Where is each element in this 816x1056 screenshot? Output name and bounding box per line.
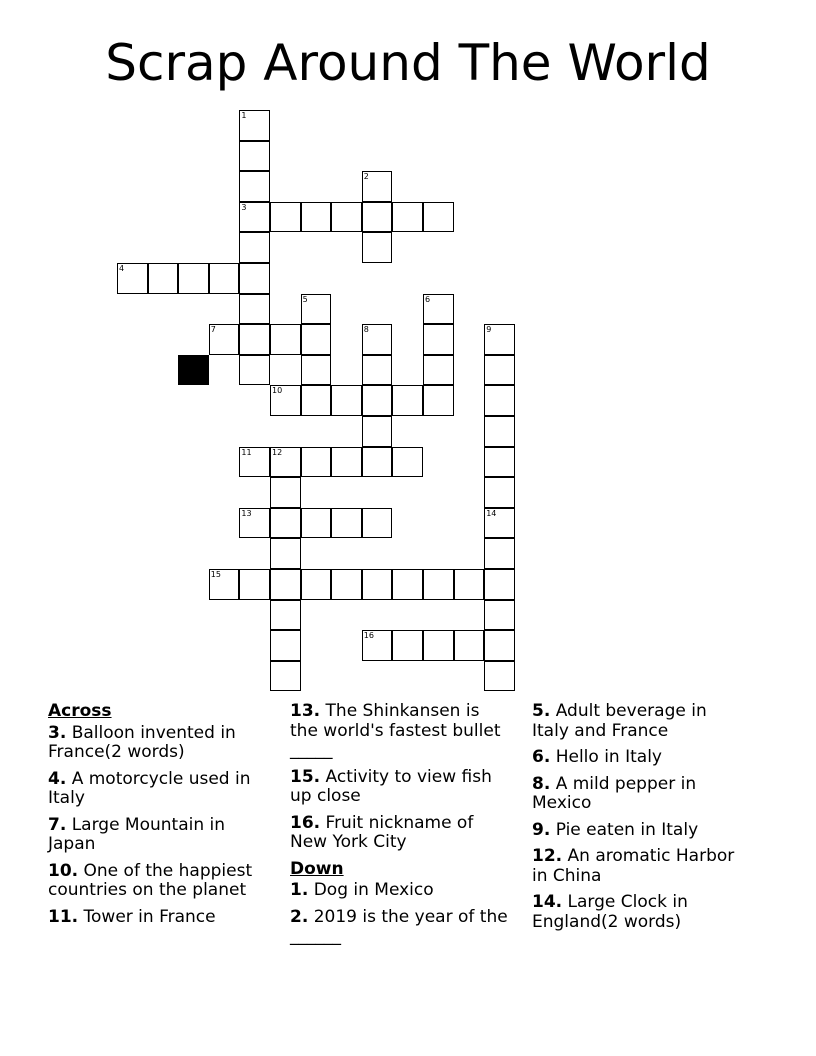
grid-cell[interactable] [301, 294, 332, 325]
across-heading: Across [48, 701, 112, 721]
grid-cell[interactable] [484, 416, 515, 447]
clue-number: 2. [290, 906, 309, 927]
clue-text: Pie eaten in Italy [550, 819, 699, 840]
grid-cell[interactable] [362, 569, 393, 600]
grid-cell[interactable] [423, 385, 454, 416]
clue [48, 816, 263, 855]
grid-cell[interactable] [239, 110, 270, 141]
clue-text: Balloon invented in France(2 words) [48, 722, 236, 762]
clue-text: Fruit nickname of New York City [290, 812, 474, 852]
cell-number: 5 [302, 294, 308, 304]
grid-cell[interactable] [270, 600, 301, 631]
grid-cell[interactable] [331, 508, 362, 539]
clue-number: 15. [290, 766, 321, 787]
clue [532, 702, 747, 741]
grid-cell[interactable] [362, 416, 393, 447]
grid-cell[interactable] [270, 661, 301, 692]
clue-number: 7. [48, 814, 67, 835]
clue-text: Hello in Italy [550, 747, 662, 767]
cell-number: 2 [363, 172, 369, 182]
grid-cell[interactable] [392, 569, 423, 600]
grid-cell[interactable] [362, 324, 393, 355]
clue-text: Activity to view fish up close [290, 766, 492, 806]
grid-cell[interactable] [362, 171, 393, 202]
grid-cell[interactable] [423, 569, 454, 600]
cell-number: 6 [425, 294, 431, 304]
clue [290, 814, 510, 853]
grid-cell[interactable] [484, 538, 515, 569]
grid-cell[interactable] [362, 232, 393, 263]
grid-cell[interactable] [362, 508, 393, 539]
clue-number: 6. [532, 747, 551, 767]
grid-cell[interactable] [362, 447, 393, 478]
cell-number: 16 [363, 631, 374, 641]
grid-cell[interactable] [209, 263, 240, 294]
grid-cell[interactable] [301, 447, 332, 478]
grid-cell[interactable] [392, 385, 423, 416]
cell-number: 9 [486, 325, 492, 335]
grid-cell[interactable] [239, 202, 270, 233]
clue-number: 12. [532, 846, 563, 866]
clue-text: A mild pepper in Mexico [532, 773, 697, 813]
grid-cell[interactable] [239, 294, 270, 325]
grid-cell[interactable] [270, 569, 301, 600]
clue-number: 1. [290, 880, 309, 900]
clue-column-2 [290, 702, 510, 954]
grid-cell[interactable] [178, 263, 209, 294]
clue [290, 702, 510, 761]
cell-number: 12 [272, 447, 283, 457]
cell-number: 10 [272, 386, 283, 396]
grid-cell[interactable] [484, 569, 515, 600]
grid-cell[interactable] [331, 447, 362, 478]
grid-cell[interactable] [209, 569, 240, 600]
clue [532, 775, 747, 814]
down-heading: Down [290, 858, 344, 879]
grid-cell[interactable] [270, 447, 301, 478]
grid-cell[interactable] [270, 202, 301, 233]
clue-number: 16. [290, 812, 321, 833]
grid-cell[interactable] [362, 202, 393, 233]
clue [532, 893, 747, 932]
cell-number: 11 [241, 447, 252, 457]
clue-number: 9. [532, 819, 551, 840]
grid-cell[interactable] [484, 324, 515, 355]
clue [290, 881, 510, 901]
grid-cell[interactable] [484, 508, 515, 539]
grid-cell[interactable] [239, 569, 270, 600]
grid-cell[interactable] [454, 630, 485, 661]
clue-text: 2019 is the year of the ______ [290, 906, 508, 946]
grid-cell[interactable] [148, 263, 179, 294]
clue [290, 908, 510, 947]
grid-cell[interactable] [423, 355, 454, 386]
clue-number: 3. [48, 722, 67, 743]
grid-cell[interactable] [301, 569, 332, 600]
grid-cell[interactable] [331, 385, 362, 416]
grid-cell[interactable] [484, 477, 515, 508]
grid-cell[interactable] [239, 141, 270, 172]
grid-cell[interactable] [239, 355, 270, 386]
grid-cell[interactable] [270, 538, 301, 569]
clue [48, 724, 263, 763]
grid-cell[interactable] [239, 324, 270, 355]
grid-cell[interactable] [484, 600, 515, 631]
grid-cell[interactable] [270, 630, 301, 661]
cell-number: 8 [363, 325, 369, 335]
grid-cell[interactable] [301, 202, 332, 233]
clue-number: 4. [48, 768, 67, 789]
clue [532, 847, 747, 886]
grid-cell[interactable] [239, 508, 270, 539]
grid-cell[interactable] [392, 202, 423, 233]
clue-number: 10. [48, 860, 79, 881]
grid-cell[interactable] [362, 355, 393, 386]
clue [290, 768, 510, 807]
clue [48, 770, 263, 809]
clue-text: Large Clock in England(2 words) [532, 892, 688, 932]
grid-cell[interactable] [392, 630, 423, 661]
cell-number: 13 [241, 508, 252, 518]
grid-cell[interactable] [484, 661, 515, 692]
grid-cell[interactable] [301, 324, 332, 355]
grid-cell[interactable] [209, 324, 240, 355]
grid-cell[interactable] [423, 202, 454, 233]
clue-text: Tower in France [78, 906, 216, 927]
clue-column-1 [48, 702, 263, 934]
grid-cell[interactable] [239, 447, 270, 478]
clue [532, 821, 747, 841]
grid-cell[interactable] [331, 569, 362, 600]
cell-number: 15 [210, 570, 221, 579]
clue [48, 908, 263, 928]
grid-cell[interactable] [239, 263, 270, 294]
clue-text: The Shinkansen is the world's fastest bullet _____ [290, 701, 501, 760]
clue-number: 5. [532, 701, 551, 721]
grid-cell[interactable] [270, 385, 301, 416]
clue [48, 862, 263, 901]
grid-cell[interactable] [301, 355, 332, 386]
grid-cell[interactable] [239, 171, 270, 202]
clue [532, 748, 747, 768]
clue-text: Adult beverage in Italy and France [532, 701, 707, 741]
cell-number: 1 [241, 111, 247, 120]
clue-number: 11. [48, 906, 79, 927]
cell-number: 14 [486, 508, 497, 518]
clue-number: 13. [290, 701, 321, 721]
grid-cell[interactable] [301, 385, 332, 416]
clue-number: 8. [532, 773, 551, 794]
page-title: Scrap Around The World [105, 34, 711, 92]
grid-cell[interactable] [423, 630, 454, 661]
grid-cell[interactable] [362, 385, 393, 416]
clue-text: Dog in Mexico [308, 880, 434, 900]
clue-text: One of the happiest countries on the planet [48, 860, 253, 900]
clue-number: 14. [532, 892, 563, 912]
grid-cell[interactable] [484, 630, 515, 661]
grid-cell[interactable] [423, 324, 454, 355]
cell-number: 7 [210, 325, 216, 335]
grid-cell[interactable] [270, 508, 301, 539]
clue-column-3 [532, 702, 747, 939]
grid-cell[interactable] [239, 232, 270, 263]
grid-cell[interactable] [454, 569, 485, 600]
grid-cell[interactable] [362, 630, 393, 661]
grid-cell[interactable] [392, 447, 423, 478]
grid-cell[interactable] [270, 477, 301, 508]
grid-cell[interactable] [301, 508, 332, 539]
clue-text: An aromatic Harbor in China [532, 846, 735, 886]
grid-cell[interactable] [117, 263, 148, 294]
grid-cell[interactable] [484, 355, 515, 386]
clue-text: Large Mountain in Japan [48, 814, 226, 854]
grid-cell[interactable] [270, 324, 301, 355]
cell-number: 3 [241, 202, 247, 212]
clue-text: A motorcycle used in Italy [48, 768, 251, 808]
grid-cell[interactable] [423, 294, 454, 325]
grid-cell[interactable] [484, 447, 515, 478]
cell-number: 4 [119, 264, 125, 273]
grid-cell[interactable] [484, 385, 515, 416]
black-cell [178, 355, 209, 386]
grid-cell[interactable] [331, 202, 362, 233]
